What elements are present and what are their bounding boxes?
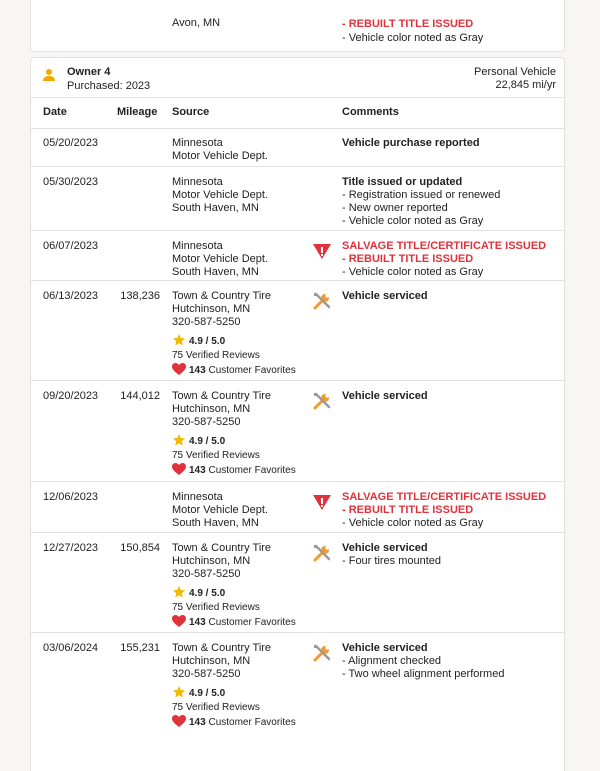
rating-value: 4.9 / 5.0 bbox=[189, 436, 226, 447]
previous-record-card bbox=[30, 0, 565, 52]
source-cell: Avon, MN bbox=[172, 17, 221, 29]
comment-title: Title issued or updated bbox=[342, 176, 463, 188]
tools-icon bbox=[312, 643, 332, 663]
comment-line: - Vehicle color noted as Gray bbox=[342, 517, 484, 529]
comments-cell bbox=[342, 542, 441, 568]
owner-section bbox=[30, 57, 565, 771]
table-row bbox=[31, 167, 564, 231]
date-cell: 12/06/2023 bbox=[43, 491, 99, 503]
table-row bbox=[31, 281, 564, 381]
heart-icon bbox=[172, 463, 186, 476]
source-line: Hutchinson, MN bbox=[172, 403, 251, 415]
comment-line: - Vehicle color noted as Gray bbox=[342, 32, 484, 44]
comments-cell bbox=[342, 137, 480, 150]
comment-title: Vehicle serviced bbox=[342, 390, 428, 402]
salvage-title-warning: SALVAGE TITLE/CERTIFICATE ISSUED bbox=[342, 240, 547, 252]
table-row bbox=[31, 633, 564, 733]
comments-cell bbox=[342, 290, 428, 303]
source-line: Minnesota bbox=[172, 491, 223, 503]
mileage-cell: 155,231 bbox=[120, 642, 160, 654]
source-line: Town & Country Tire bbox=[172, 290, 272, 302]
favorites-count: 143 bbox=[189, 617, 206, 628]
source-line: Motor Vehicle Dept. bbox=[172, 253, 268, 265]
table-header bbox=[31, 98, 564, 129]
table-row bbox=[31, 381, 564, 482]
source-line: Minnesota bbox=[172, 240, 223, 252]
favorites-label: Customer Favorites bbox=[208, 717, 296, 728]
alert-icon bbox=[312, 492, 332, 512]
rating-value: 4.9 / 5.0 bbox=[189, 688, 226, 699]
table-row bbox=[31, 231, 564, 281]
source-line: 320-587-5250 bbox=[172, 416, 241, 428]
source-line: Hutchinson, MN bbox=[172, 655, 251, 667]
star-icon bbox=[172, 585, 186, 599]
source-line: Hutchinson, MN bbox=[172, 555, 251, 567]
reviews-link[interactable]: 75 Verified Reviews bbox=[172, 450, 260, 461]
comments-cell bbox=[342, 17, 483, 45]
source-cell bbox=[172, 240, 268, 279]
source-cell bbox=[172, 642, 296, 730]
source-line: Town & Country Tire bbox=[172, 642, 272, 654]
comments-cell bbox=[342, 176, 500, 228]
date-cell: 03/06/2024 bbox=[43, 642, 99, 654]
source-line: Minnesota bbox=[172, 176, 223, 188]
comments-cell bbox=[342, 642, 504, 681]
source-cell bbox=[172, 137, 268, 163]
comment-line: - Registration issued or renewed bbox=[342, 189, 501, 201]
mileage-cell: 150,854 bbox=[120, 542, 160, 554]
shop-rating bbox=[172, 433, 296, 478]
rating-value: 4.9 / 5.0 bbox=[189, 336, 226, 347]
date-cell: 06/13/2023 bbox=[43, 290, 99, 302]
source-line: Minnesota bbox=[172, 137, 223, 149]
source-line: Motor Vehicle Dept. bbox=[172, 150, 268, 162]
table-row bbox=[31, 533, 564, 633]
alert-icon bbox=[312, 241, 332, 261]
favorites-label: Customer Favorites bbox=[208, 465, 296, 476]
comment-title: Vehicle purchase reported bbox=[342, 137, 480, 149]
owner-purchased: Purchased: 2023 bbox=[67, 80, 151, 92]
heart-icon bbox=[172, 363, 186, 376]
column-header-date: Date bbox=[43, 106, 67, 118]
comment-line: - Alignment checked bbox=[342, 655, 442, 667]
miles-per-year: 22,845 mi/yr bbox=[495, 79, 556, 91]
source-line: South Haven, MN bbox=[172, 517, 259, 529]
source-line: 320-587-5250 bbox=[172, 316, 241, 328]
rebuilt-title-warning: - REBUILT TITLE ISSUED bbox=[342, 253, 474, 265]
comment-line: - New owner reported bbox=[342, 202, 448, 214]
comment-line: - Two wheel alignment performed bbox=[342, 668, 505, 680]
favorites-label: Customer Favorites bbox=[208, 365, 296, 376]
comment-title: Vehicle serviced bbox=[342, 290, 428, 302]
tools-icon bbox=[312, 543, 332, 563]
source-line: Motor Vehicle Dept. bbox=[172, 189, 268, 201]
comments-cell bbox=[342, 390, 428, 403]
rebuilt-title-warning: - REBUILT TITLE ISSUED bbox=[342, 18, 474, 30]
mileage-cell: 144,012 bbox=[120, 390, 160, 402]
shop-rating bbox=[172, 585, 296, 630]
favorites-count: 143 bbox=[189, 365, 206, 376]
reviews-link[interactable]: 75 Verified Reviews bbox=[172, 350, 260, 361]
source-line: 320-587-5250 bbox=[172, 668, 241, 680]
source-line: 320-587-5250 bbox=[172, 568, 241, 580]
comment-line: - Vehicle color noted as Gray bbox=[342, 266, 484, 278]
source-line: Town & Country Tire bbox=[172, 390, 272, 402]
heart-icon bbox=[172, 615, 186, 628]
date-cell: 05/30/2023 bbox=[43, 176, 99, 188]
source-cell bbox=[172, 290, 296, 378]
column-header-source: Source bbox=[172, 106, 210, 118]
salvage-title-warning: SALVAGE TITLE/CERTIFICATE ISSUED bbox=[342, 491, 547, 503]
comment-line: - Four tires mounted bbox=[342, 555, 442, 567]
source-line: South Haven, MN bbox=[172, 266, 259, 278]
reviews-link[interactable]: 75 Verified Reviews bbox=[172, 602, 260, 613]
star-icon bbox=[172, 685, 186, 699]
favorites-count: 143 bbox=[189, 717, 206, 728]
source-cell bbox=[172, 390, 296, 478]
star-icon bbox=[172, 333, 186, 347]
source-line: South Haven, MN bbox=[172, 202, 259, 214]
owner-name: Owner 4 bbox=[67, 66, 111, 78]
date-cell: 05/20/2023 bbox=[43, 137, 99, 149]
comment-title: Vehicle serviced bbox=[342, 542, 428, 554]
favorites-count: 143 bbox=[189, 465, 206, 476]
shop-rating bbox=[172, 685, 296, 730]
comment-line: - Vehicle color noted as Gray bbox=[342, 215, 484, 227]
date-cell: 06/07/2023 bbox=[43, 240, 99, 252]
person-icon bbox=[42, 68, 56, 82]
tools-icon bbox=[312, 291, 332, 311]
vehicle-usage: Personal Vehicle bbox=[474, 66, 556, 78]
rating-value: 4.9 / 5.0 bbox=[189, 588, 226, 599]
reviews-link[interactable]: 75 Verified Reviews bbox=[172, 702, 260, 713]
mileage-cell: 138,236 bbox=[120, 290, 160, 302]
comment-title: Vehicle serviced bbox=[342, 642, 428, 654]
source-line: Town & Country Tire bbox=[172, 542, 272, 554]
star-icon bbox=[172, 433, 186, 447]
source-cell bbox=[172, 542, 296, 630]
source-line: Motor Vehicle Dept. bbox=[172, 504, 268, 516]
table-row bbox=[31, 128, 564, 167]
source-cell bbox=[172, 176, 268, 215]
rebuilt-title-warning: - REBUILT TITLE ISSUED bbox=[342, 504, 474, 516]
favorites-label: Customer Favorites bbox=[208, 617, 296, 628]
table-row bbox=[31, 482, 564, 533]
source-cell bbox=[172, 491, 268, 530]
date-cell: 12/27/2023 bbox=[43, 542, 99, 554]
owner-header bbox=[31, 58, 564, 98]
column-header-mileage: Mileage bbox=[117, 106, 158, 118]
heart-icon bbox=[172, 715, 186, 728]
tools-icon bbox=[312, 391, 332, 411]
comments-cell bbox=[342, 491, 546, 530]
shop-rating bbox=[172, 333, 296, 378]
source-line: Hutchinson, MN bbox=[172, 303, 251, 315]
column-header-comments: Comments bbox=[342, 106, 399, 118]
comments-cell bbox=[342, 240, 546, 279]
date-cell: 09/20/2023 bbox=[43, 390, 99, 402]
